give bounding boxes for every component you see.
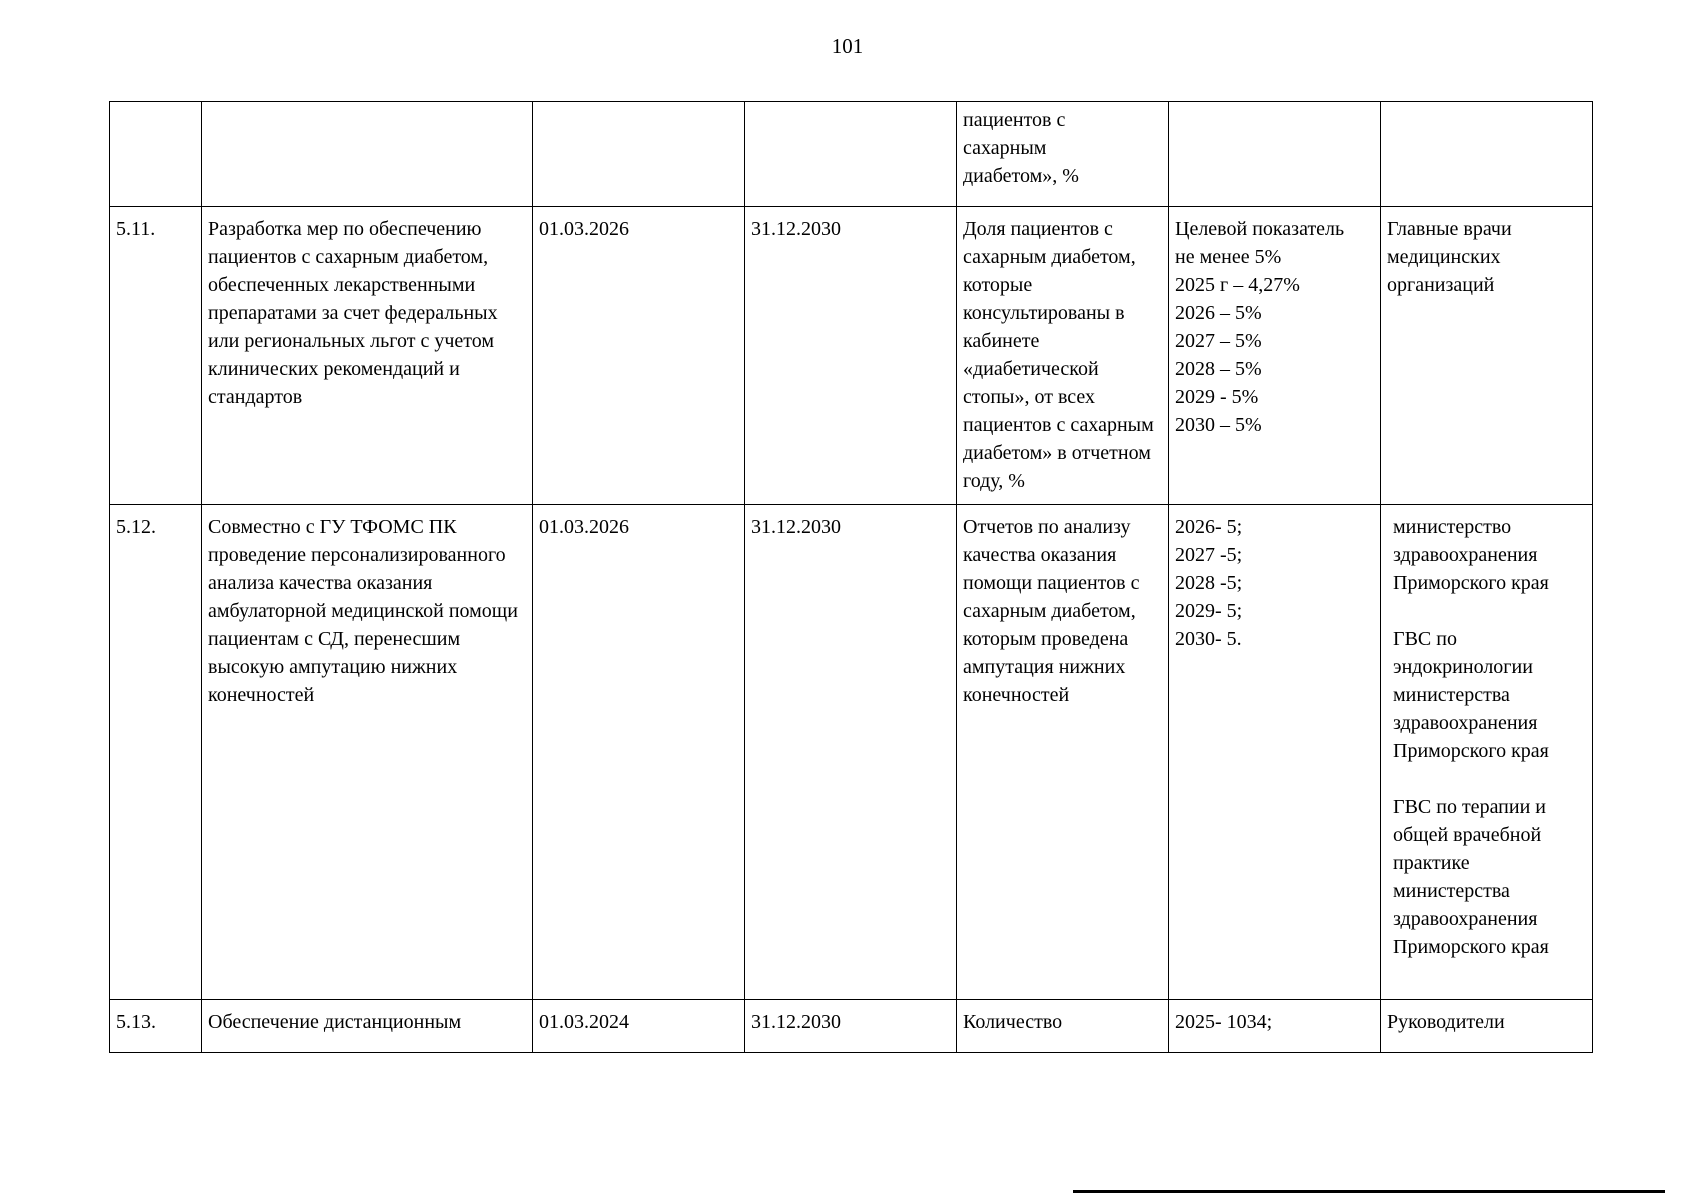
measures-table — [109, 101, 1593, 1053]
table-row — [110, 1000, 1593, 1053]
cell-responsible — [1381, 102, 1593, 207]
cell-responsible: Руководители — [1381, 1000, 1593, 1053]
cell-measure: Разработка мер по обеспечению пациентов с сахарным диабетом, обеспеченных лекарственными препаратами за счет федеральных или региональных льгот с учетом клинических рекомендаций и стандартов — [202, 207, 533, 505]
cell-end-date: 31.12.2030 — [745, 1000, 957, 1053]
cell-responsible: министерство здравоохранения Приморского края ГВС по эндокринологии министерства здравоохранения Приморского края ГВС по терапии и общей врачебной практике министерства здравоохранения Приморского края — [1381, 505, 1593, 1000]
cell-values: 2025- 1034; — [1169, 1000, 1381, 1053]
cell-measure: Совместно с ГУ ТФОМС ПК проведение персонализированного анализа качества оказания амбулаторной медицинской помощи пациентам с СД, перенесшим высокую ампутацию нижних конечностей — [202, 505, 533, 1000]
cell-number: 5.13. — [110, 1000, 202, 1053]
cell-end-date: 31.12.2030 — [745, 207, 957, 505]
table-row-continuation — [110, 102, 1593, 207]
table-row — [110, 505, 1593, 1000]
bottom-rule — [1073, 1190, 1665, 1193]
cell-number: 5.12. — [110, 505, 202, 1000]
cell-measure: Обеспечение дистанционным — [202, 1000, 533, 1053]
cell-start-date: 01.03.2026 — [533, 505, 745, 1000]
cell-start-date: 01.03.2024 — [533, 1000, 745, 1053]
cell-end-date — [745, 102, 957, 207]
cell-responsible: Главные врачи медицинских организаций — [1381, 207, 1593, 505]
cell-indicator: Количество — [957, 1000, 1169, 1053]
cell-start-date — [533, 102, 745, 207]
cell-values: 2026- 5; 2027 -5; 2028 -5; 2029- 5; 2030- 5. — [1169, 505, 1381, 1000]
cell-indicator: пациентов с сахарным диабетом», % — [957, 102, 1169, 207]
cell-number — [110, 102, 202, 207]
cell-indicator: Отчетов по анализу качества оказания помощи пациентов с сахарным диабетом, которым проведена ампутация нижних конечностей — [957, 505, 1169, 1000]
cell-indicator: Доля пациентов с сахарным диабетом, которые консультированы в кабинете «диабетической стопы», от всех пациентов с сахарным диабетом» в отчетном году, % — [957, 207, 1169, 505]
cell-values: Целевой показатель не менее 5% 2025 г – 4,27% 2026 – 5% 2027 – 5% 2028 – 5% 2029 - 5% 2030 – 5% — [1169, 207, 1381, 505]
cell-measure — [202, 102, 533, 207]
page-number: 101 — [831, 34, 864, 58]
cell-number: 5.11. — [110, 207, 202, 505]
cell-end-date: 31.12.2030 — [745, 505, 957, 1000]
cell-start-date: 01.03.2026 — [533, 207, 745, 505]
cell-values — [1169, 102, 1381, 207]
table-row — [110, 207, 1593, 505]
